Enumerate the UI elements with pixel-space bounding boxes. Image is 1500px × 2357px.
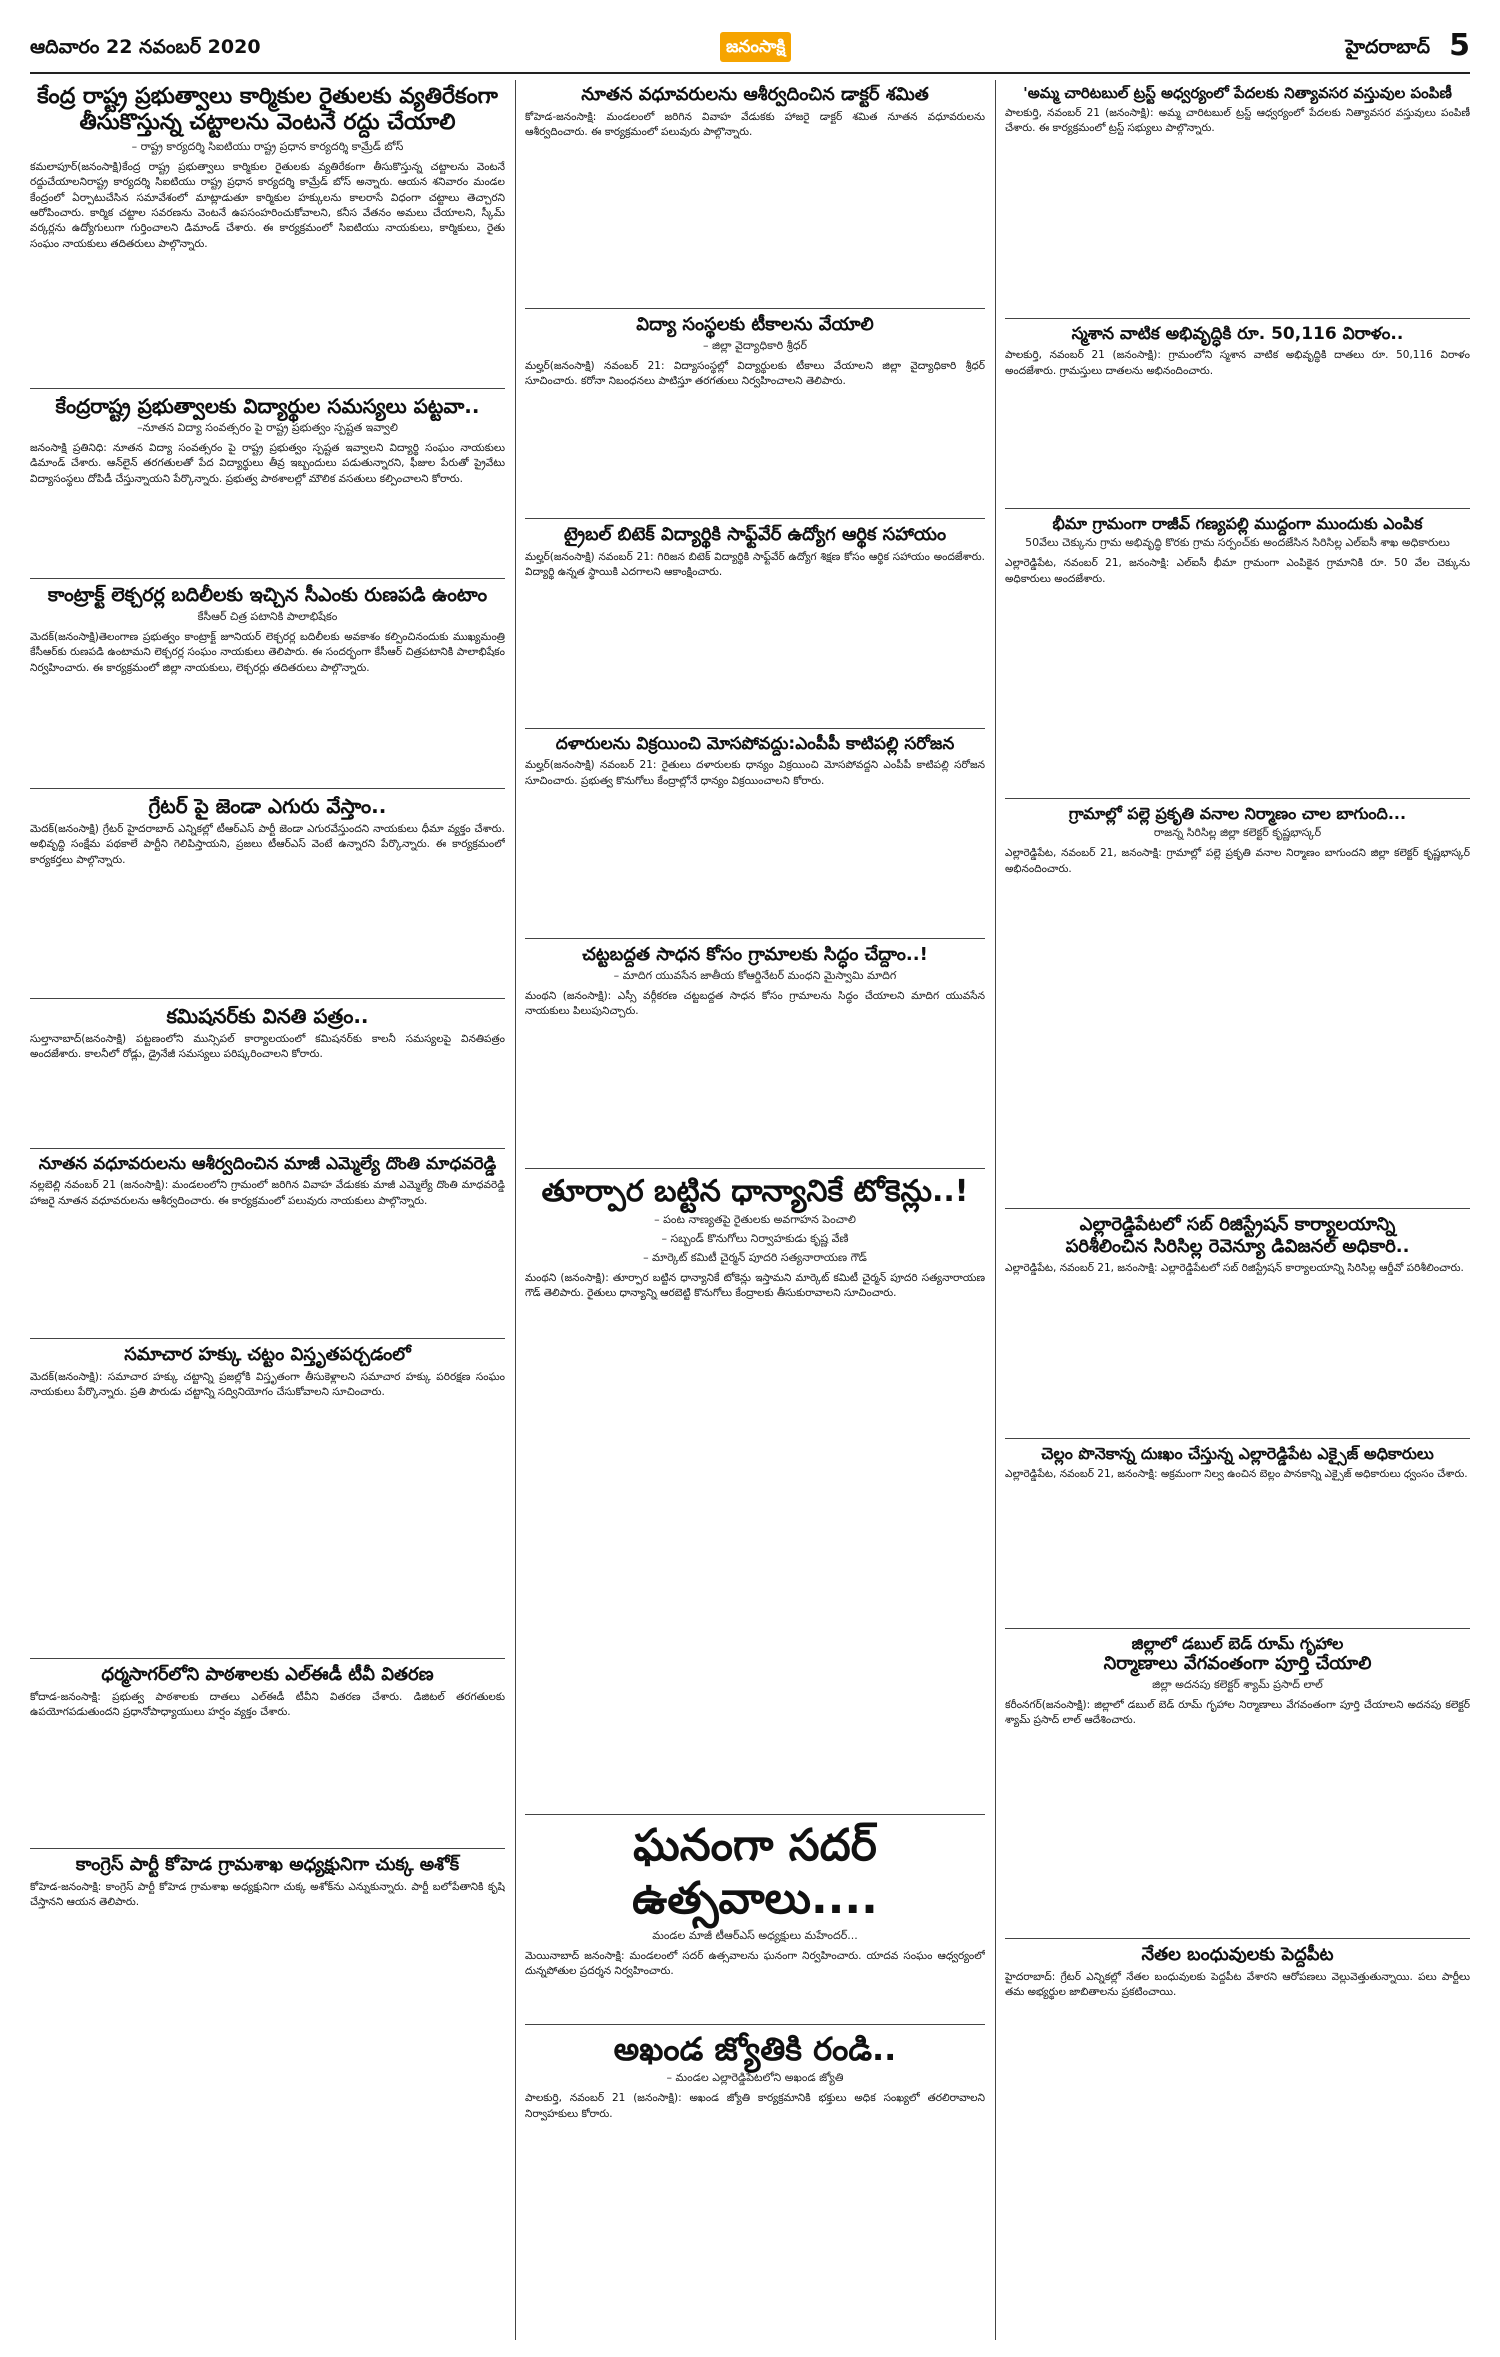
article [30, 394, 505, 574]
issue-date: ఆదివారం 22 నవంబర్ 2020 [30, 36, 261, 58]
article-headline: కేంద్ర రాష్ట్ర ప్రభుత్వాలు కార్మికుల రైతులకు వ్యతిరేకంగా [37, 84, 498, 109]
article-subhead: – రాష్ట్ర కార్యదర్శి సిఐటియు రాష్ట్ర ప్రధాన కార్యదర్శి కామ్రేడ్ బోస్ [131, 139, 404, 153]
divider [30, 1148, 505, 1149]
article-headline: భీమా గ్రామంగా రాజీవ్ గణ్యపల్లి ముద్దంగా ముందుకు ఎంపిక [1052, 514, 1423, 533]
article-body: ఎల్లారెడ్డిపేట, నవంబర్ 21, జనంసాక్షి: ఎల్లారెడ్డిపేటలో సబ్ రిజిస్ట్రేషన్ కార్యాలయాన్ని సిరిసిల్ల ఆర్డీవో పరిశీలించారు. [1005, 1262, 1464, 1275]
article [1005, 1444, 1470, 1624]
article-headline: నూతన వధూవరులను ఆశీర్వదించిన డాక్టర్ శమిత [581, 84, 929, 105]
newspaper-logo: జనంసాక్షి [720, 32, 791, 62]
article-subhead: 50వేలు చెక్కును గ్రామ అభివృద్ధి కొరకు గ్రామ సర్పంచ్‌కు అందజేసిన సిరిసిల్ల ఎల్ఐసీ శాఖ అధికారులు [1025, 536, 1450, 550]
article-subhead: – మాదిగ యువసేన జాతీయ కోఆర్డినేటర్ మంధని మైస్వామి మాదిగ [613, 968, 897, 982]
page-number: 5 [1449, 28, 1470, 63]
article-body: కోదాడ-జనంసాక్షి: ప్రభుత్వ పాఠశాలకు దాతలు ఎల్ఈడీ టీవీని వితరణ చేశారు. డిజిటల్ తరగతులకు ఉపయోగపడుతుందని ప్రధానోపాధ్యాయులు హర్షం వ్యక్తం చేశారు. [30, 1690, 505, 1718]
article [30, 1154, 505, 1334]
article [1005, 84, 1470, 314]
article-subhead: కేసీఆర్ చిత్ర పటానికి పాలాభిషేకం [197, 609, 338, 623]
divider [1005, 1938, 1470, 1939]
article-body: మెదక్(జనంసాక్షి): సమాచార హక్కు చట్టాన్ని ప్రజల్లోకి విస్తృతంగా తీసుకెళ్లాలని సమాచార హక్కు పరిరక్షణ సంఘం నాయకులు పేర్కొన్నారు. ప్రతి పౌరుడు చట్టాన్ని సద్వినియోగం చేసుకోవాలని సూచించారు. [30, 1370, 505, 1398]
article [1005, 804, 1470, 1204]
article [30, 1344, 505, 1654]
article-body: మల్హర్(జనంసాక్షి) నవంబర్ 21: రైతులు దళారులకు ధాన్యం విక్రయించి మోసపోవద్దని ఎంపీపీ కాటిపల్లి సరోజన సూచించారు. ప్రభుత్వ కొనుగోలు కేంద్రాల్లోనే ధాన్యం విక్రయించాలని కోరారు. [525, 759, 985, 787]
article-headline: 'అమ్మ చారిటబుల్ ట్రస్ట్ అధ్వర్యంలో పేదలకు నిత్యావసర వస్తువుల పంపిణీ [1023, 84, 1452, 102]
article-subhead: మండల మాజీ టీఆర్ఎస్ అధ్యక్షులు మహేందర్... [652, 1928, 858, 1942]
article-subhead: – మార్కెట్ కమిటీ చైర్మన్ పూదరి సత్యనారాయణ గౌడ్ [643, 1251, 867, 1264]
article [525, 314, 985, 514]
article [30, 1004, 505, 1144]
divider [1005, 1628, 1470, 1629]
article-body: ఎల్లారెడ్డిపేట, నవంబర్ 21, జనంసాక్షి: ఎల్ఐసీ భీమా గ్రామంగా ఎంపికైన గ్రామానికి రూ. 50 వేల చెక్కును అధికారులు అందజేశారు. [1005, 557, 1470, 585]
divider [1005, 508, 1470, 509]
article-body: మల్హర్(జనంసాక్షి) నవంబర్ 21: గిరిజన బిటెక్ విద్యార్థికి సాఫ్ట్‌వేర్ ఉద్యోగ శిక్షణ కోసం ఆర్థిక సహాయం అందజేశారు. విద్యార్థి ఉన్నత స్థాయికి ఎదగాలని ఆకాంక్షించారు. [525, 550, 985, 578]
article-headline: గ్రామాల్లో పల్లె ప్రకృతి వనాల నిర్మాణం చాల బాగుంది... [1068, 804, 1407, 823]
divider [30, 1658, 505, 1659]
article [525, 84, 985, 304]
divider [1005, 1438, 1470, 1439]
divider [30, 788, 505, 789]
article [525, 734, 985, 934]
article-headline-2: నిర్మాణాలు వేగవంతంగా పూర్తి చేయాలి [1103, 1653, 1372, 1675]
article-body: ఎల్లారెడ్డిపేట, నవంబర్ 21, జనంసాక్షి: అక్రమంగా నిల్వ ఉంచిన బెల్లం పానకాన్ని ఎక్సైజ్ అధికారులు ధ్వంసం చేశారు. [1005, 1468, 1468, 1481]
article [525, 524, 985, 724]
article-headline: కేంద్రరాష్ట్ర ప్రభుత్వాలకు విద్యార్థుల సమస్యలు పట్టవా.. [55, 394, 480, 418]
article [1005, 514, 1470, 794]
article-headline: దళారులను విక్రయించి మోసపోవద్దు:ఎంపీపీ కాటిపల్లి సరోజన [555, 734, 955, 754]
divider [525, 728, 985, 729]
article-headline: చట్టబద్దత సాధన కోసం గ్రామాలకు సిద్ధం చేద్దాం..! [582, 944, 928, 965]
article-body: మెదక్(జనంసాక్షి)తెలంగాణ ప్రభుత్వం కాంట్రాక్ట్ జూనియర్ లెక్చరర్ల బదిలీలకు అవకాశం కల్పించినందుకు ముఖ్యమంత్రి కేసీఆర్‌కు రుణపడి ఉంటామని లెక్చరర్ల సంఘం నాయకులు తెలిపారు. ఈ సందర్భంగా కేసీఆర్ చిత్రపటానికి పాలాభిషేకం నిర్వహించారు. ఈ కార్యక్రమంలో జిల్లా నాయకులు, లెక్చరర్లు తదితరులు పాల్గొన్నారు. [30, 630, 505, 674]
article-headline: విద్యా సంస్థలకు టీకాలను వేయాలి [636, 314, 874, 335]
article-subhead: రాజన్న సిరిసిల్ల జిల్లా కలెక్టర్ కృష్ణభాస్కర్ [1153, 826, 1322, 840]
article [1005, 324, 1470, 504]
column-rule [995, 80, 996, 2340]
article-body: పాలకుర్తి, నవంబర్ 21 (జనంసాక్షి): అమ్మ చారిటబుల్ ట్రస్ట్ ఆధ్వర్యంలో పేదలకు నిత్యావసర వస్తువులు పంపిణీ చేశారు. ఈ కార్యక్రమంలో ట్రస్ట్ సభ్యులు పాల్గొన్నారు. [1005, 107, 1470, 135]
divider [525, 938, 985, 939]
article-body: మంథని (జనంసాక్షి): తూర్పార బట్టిన ధాన్యానికే టోకెన్లు ఇస్తామని మార్కెట్ కమిటీ చైర్మన్ పూదరి సత్యనారాయణ గౌడ్ తెలిపారు. రైతులు ధాన్యాన్ని ఆరబెట్టి కొనుగోలు కేంద్రాలకు తీసుకురావాలని సూచించారు. [525, 1272, 985, 1300]
divider [525, 308, 985, 309]
article-headline: ఘనంగా సదర్ ఉత్సవాలు.... [632, 1820, 878, 1924]
article [525, 1820, 985, 2020]
article-subhead: – సబ్బండ్ కొనుగోలు నిర్వాహకుడు కృష్ణ వేణి [661, 1232, 849, 1245]
article-body: కమలాపూర్(జనంసాక్షి)కేంద్ర రాష్ట్ర ప్రభుత్వాలు కార్మికుల రైతులకు వ్యతిరేకంగా తీసుకొస్తున్న చట్టాలను వెంటనే రద్దుచేయాలనిరాష్ట్ర కార్యదర్శి సిఐటియు రాష్ట్ర ప్రధాన కార్యదర్శి కామ్రేడ్ బోస్ అన్నారు. ఆయన శనివారం మండల కేంద్రంలో ఏర్పాటుచేసిన సమావేశంలో మాట్లాడుతూ కార్మికుల హక్కులను కాలరాసే విధంగా చట్టాలు తెచ్చారని ఆరోపించారు. కార్మిక చట్టాల సవరణను వెంటనే ఉపసంహరించుకోవాలని, కనీస వేతనం అమలు చేయాలని, స్కీమ్ వర్కర్లను ఉద్యోగులుగా గుర్తించాలని డిమాండ్ చేశారు. ఈ కార్యక్రమంలో సిఐటియు నాయకులు, కార్మికులు, రైతు సంఘం నాయకులు తదితరులు పాల్గొన్నారు. [30, 160, 505, 250]
article-headline: నేతల బంధువులకు పెద్దపీట [1141, 1944, 1334, 1965]
divider [525, 1168, 985, 1169]
article-body: మెదక్(జనంసాక్షి) గ్రేటర్ హైదరాబాద్ ఎన్నికల్లో టీఆర్ఎస్ పార్టీ జెండా ఎగురవేస్తుందని నాయకులు ధీమా వ్యక్తం చేశారు. అభివృద్ధి సంక్షేమ పథకాలే పార్టీని గెలిపిస్తాయని, ప్రజలు టీఆర్ఎస్ వెంటే ఉన్నారని పేర్కొన్నారు. ఈ కార్యక్రమంలో కార్యకర్తలు పాల్గొన్నారు. [30, 823, 505, 866]
divider [525, 1814, 985, 1815]
article [525, 944, 985, 1164]
article-headline: కాంగ్రెస్ పార్టీ కోహెడ గ్రామశాఖ అధ్యక్షునిగా చుక్క అశోక్ [75, 1854, 460, 1875]
article [1005, 1944, 1470, 2334]
article-subhead: – జిల్లా వైద్యాధికారి శ్రీధర్ [702, 338, 807, 352]
article-body: మంథని (జనంసాక్షి): ఎస్సీ వర్గీకరణ చట్టబద్దత సాధన కోసం గ్రామాలను సిద్ధం చేయాలని మాదిగ యువసేన నాయకులు పిలుపునిచ్చారు. [525, 989, 985, 1017]
divider [30, 1848, 505, 1849]
article-body: నల్లబెల్లి నవంబర్ 21 (జనంసాక్షి): మండలంలోని గ్రామంలో జరిగిన వివాహ వేడుకకు మాజీ ఎమ్మెల్యే దొంతి మాధవరెడ్డి హాజరై నూతన వధూవరులను ఆశీర్వదించారు. ఈ కార్యక్రమంలో పలువురు నాయకులు పాల్గొన్నారు. [30, 1179, 505, 1207]
article-body: మెయినాబాద్ జనంసాక్షి: మండలంలో సదర్ ఉత్సవాలను ఘనంగా నిర్వహించారు. యాదవ సంఘం ఆధ్వర్యంలో దున్నపోతుల ప్రదర్శన నిర్వహించారు. [525, 1949, 985, 1977]
divider [525, 2024, 985, 2025]
article [30, 794, 505, 994]
article-headline: ఎల్లారెడ్డిపేటలో సబ్ రిజిస్ట్రేషన్ కార్యాలయాన్ని [1079, 1214, 1396, 1235]
article [30, 1854, 505, 2334]
article-body: హైదరాబాద్: గ్రేటర్ ఎన్నికల్లో నేతల బంధువులకు పెద్దపీట వేశారని ఆరోపణలు వెల్లువెత్తుతున్నాయి. పలు పార్టీలు తమ అభ్యర్థుల జాబితాలను ప్రకటించాయి. [1005, 1970, 1470, 1998]
column-rule [515, 80, 516, 2340]
article-subhead: –నూతన విద్యా సంవత్సరం పై రాష్ట్ర ప్రభుత్వం స్పష్టత ఇవ్వాలి [137, 421, 398, 434]
article-body: ఎల్లారెడ్డిపేట, నవంబర్ 21, జనంసాక్షి: గ్రామాల్లో పల్లె ప్రకృతి వనాల నిర్మాణం బాగుందని జిల్లా కలెక్టర్ కృష్ణభాస్కర్ అభినందించారు. [1005, 847, 1470, 875]
article [30, 1664, 505, 1844]
article-body: పాలకుర్తి, నవంబర్ 21 (జనంసాక్షి): అఖండ జ్యోతి కార్యక్రమానికి భక్తులు అధిక సంఖ్యలో తరలిరావాలని నిర్వాహకులు కోరారు. [525, 2092, 985, 2120]
article-body: కరీంనగర్(జనంసాక్షి): జిల్లాలో డబుల్ బెడ్ రూమ్ గృహాల నిర్మాణాలు వేగవంతంగా పూర్తి చేయాలని అదనపు కలెక్టర్ శ్యామ్ ప్రసాద్ లాల్ ఆదేశించారు. [1005, 1698, 1470, 1727]
article-headline: గ్రేటర్ పై జెండా ఎగురు వేస్తాం.. [148, 794, 387, 818]
divider [1005, 798, 1470, 799]
divider [1005, 1208, 1470, 1209]
divider [30, 578, 505, 579]
article-body: మల్హర్(జనంసాక్షి) నవంబర్ 21: విద్యాసంస్థల్లో విద్యార్థులకు టీకాలు వేయాలని జిల్లా వైద్యాధికారి శ్రీధర్ సూచించారు. కరోనా నిబంధనలు పాటిస్తూ తరగతులు నిర్వహించాలని తెలిపారు. [525, 359, 985, 387]
article-subhead: జిల్లా అదనపు కలెక్టర్ శ్యామ్ ప్రసాద్ లాల్ [1152, 1677, 1323, 1691]
article-headline: జిల్లాలో డబుల్ బెడ్ రూమ్ గృహాల [1131, 1634, 1344, 1653]
article-headline: కాంట్రాక్ట్ లెక్చరర్ల బదిలీలకు ఇచ్చిన సీఎంకు రుణపడి ఉంటాం [47, 584, 488, 606]
divider [30, 388, 505, 389]
divider [525, 518, 985, 519]
article-headline: నూతన వధూవరులను ఆశీర్వదించిన మాజీ ఎమ్మెల్యే దొంతి మాధవరెడ్డి [38, 1154, 497, 1174]
article-headline: ధర్మసాగర్‌లోని పాఠశాలకు ఎల్ఈడీ టీవీ వితరణ [101, 1664, 434, 1685]
divider [30, 1338, 505, 1339]
divider [30, 998, 505, 999]
divider [1005, 318, 1470, 319]
article-headline: ట్రైబల్ బిటెక్ విద్యార్థికి సాఫ్ట్‌వేర్ ఉద్యోగ ఆర్థిక సహాయం [563, 524, 947, 545]
article-body: కోహెడ-జనంసాక్షి: మండలంలో జరిగిన వివాహ వేడుకకు హాజరై డాక్టర్ శమిత నూతన వధూవరులను ఆశీర్వదించారు. ఈ కార్యక్రమంలో పలువురు పాల్గొన్నారు. [525, 110, 985, 138]
article [525, 1174, 985, 1810]
article-headline: చెల్లం పొనెకాన్న దుఃఖం చేస్తున్న ఎల్లారెడ్డిపేట ఎక్సైజ్ అధికారులు [1041, 1444, 1434, 1463]
masthead [30, 26, 1470, 74]
article-subhead: – పంట నాణ్యతపై రైతులకు అవగాహన పెంచాలి [654, 1213, 856, 1226]
article [30, 584, 505, 784]
article-subhead: – మండల ఎల్లారెడ్డిపేటలోని అఖండ జ్యోతి [666, 2071, 844, 2085]
article [525, 2030, 985, 2330]
article-body: జనంసాక్షి ప్రతినిధి: నూతన విద్యా సంవత్సరం పై రాష్ట్ర ప్రభుత్వం స్పష్టత ఇవ్వాలని విద్యార్థి సంఘం నాయకులు డిమాండ్ చేశారు. ఆన్‌లైన్ తరగతులతో పేద విద్యార్థులు తీవ్ర ఇబ్బందులు పడుతున్నారని, ఫీజుల పేరుతో ప్రైవేటు విద్యాసంస్థలు దోపిడీ చేస్తున్నాయని పేర్కొన్నారు. ప్రభుత్వ పాఠశాలల్లో మౌలిక వసతులు కల్పించాలని కోరారు. [30, 442, 505, 485]
article-body: పాలకుర్తి, నవంబర్ 21 (జనంసాక్షి): గ్రామంలోని స్మశాన వాటిక అభివృద్ధికి దాతలు రూ. 50,116 విరాళం అందజేశారు. గ్రామస్తులు దాతలను అభినందించారు. [1005, 349, 1470, 377]
article-headline: కమిషనర్‌కు వినతి పత్రం.. [166, 1004, 369, 1028]
edition-city: హైదరాబాద్ [1345, 36, 1430, 58]
article-body: సుల్తానాబాద్(జనంసాక్షి) పట్టణంలోని మున్సిపల్ కార్యాలయంలో కమిషనర్‌కు కాలనీ సమస్యలపై వినతిపత్రం అందజేశారు. కాలనీలో రోడ్లు, డ్రైనేజీ సమస్యలు పరిష్కరించాలని కోరారు. [30, 1033, 505, 1061]
article-headline-2: పరిశీలించిన సిరిసిల్ల రెవెన్యూ డివిజనల్ అధికారి.. [1065, 1235, 1410, 1257]
article [30, 84, 505, 384]
article [1005, 1634, 1470, 1934]
article-headline: తూర్పార బట్టిన ధాన్యానికే టోకెన్లు..! [541, 1174, 969, 1209]
article-headline: స్మశాన వాటిక అభివృద్ధికి రూ. 50,116 విరాళం.. [1071, 324, 1404, 344]
article-headline-2: తీసుకొస్తున్న చట్టాలను వెంటనే రద్దు చేయాలి [79, 110, 456, 136]
article [1005, 1214, 1470, 1434]
article-headline: సమాచార హక్కు చట్టం విస్తృతపర్చడంలో [124, 1344, 411, 1365]
article-headline: అఖండ జ్యోతికి రండి.. [613, 2030, 897, 2068]
article-body: కోహెడ-జనంసాక్షి: కాంగ్రెస్ పార్టీ కోహెడ గ్రామశాఖ అధ్యక్షునిగా చుక్క అశోక్‌ను ఎన్నుకున్నారు. పార్టీ బలోపేతానికి కృషి చేస్తానని ఆయన తెలిపారు. [30, 1880, 505, 1908]
